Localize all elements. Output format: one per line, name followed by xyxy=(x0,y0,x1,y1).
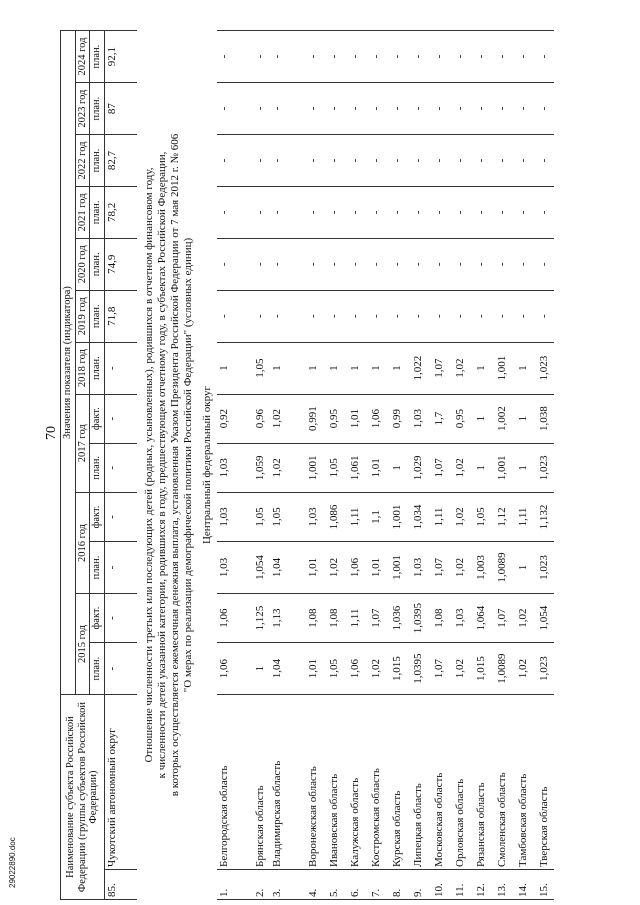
value-cell: 1,04 xyxy=(270,643,302,695)
value-cell: 1,064 xyxy=(470,593,491,642)
table-row xyxy=(270,31,302,900)
value-cell: 1,08 xyxy=(323,593,344,642)
year-header-2023: 2023 год xyxy=(75,83,90,135)
value-cell: 1,001 xyxy=(386,542,407,594)
value-cell: - xyxy=(512,135,533,187)
value-cell: - xyxy=(533,186,554,238)
value-cell: 1,05 xyxy=(249,342,270,394)
value-cell: - xyxy=(249,290,270,342)
value-cell: - xyxy=(491,186,512,238)
value-cell: - xyxy=(302,290,323,342)
table-row xyxy=(344,31,365,900)
value-cell: - xyxy=(104,593,137,642)
row-number: 9. xyxy=(407,869,428,899)
value-cell: 1,022 xyxy=(407,342,428,394)
subject-column-header: Наименование субъекта Российской Федерации (группы субъектов Российской Федерации) xyxy=(61,695,105,900)
value-cell: 1 xyxy=(344,342,365,394)
value-cell: 1,01 xyxy=(365,443,386,492)
value-cell: - xyxy=(407,135,428,187)
row-number: 8. xyxy=(386,869,407,899)
region-name: Тверская область xyxy=(533,695,554,870)
value-cell: 1,11 xyxy=(344,593,365,642)
value-cell: - xyxy=(386,186,407,238)
value-cell: - xyxy=(407,31,428,83)
value-cell: 1,03 xyxy=(407,542,428,594)
value-cell: - xyxy=(270,290,302,342)
value-cell: - xyxy=(323,135,344,187)
district-row xyxy=(197,31,217,900)
value-cell: - xyxy=(470,290,491,342)
table-row xyxy=(533,31,554,900)
value-cell: - xyxy=(302,186,323,238)
value-cell: - xyxy=(249,83,270,135)
value-cell: - xyxy=(323,186,344,238)
table-row xyxy=(217,31,249,900)
table-row xyxy=(249,31,270,900)
value-cell: - xyxy=(104,643,137,695)
value-cell: 1,029 xyxy=(407,443,428,492)
value-cell: 1,05 xyxy=(270,492,302,541)
value-cell: 87 xyxy=(104,83,137,135)
row-number: 7. xyxy=(365,869,386,899)
indicator-table xyxy=(60,30,554,900)
value-cell: - xyxy=(302,238,323,290)
row-number: 13. xyxy=(491,869,512,899)
value-cell: - xyxy=(512,290,533,342)
value-cell: - xyxy=(533,83,554,135)
value-cell: - xyxy=(249,186,270,238)
value-cell: 1,01 xyxy=(365,542,386,594)
year-header-2016: 2016 год xyxy=(75,492,90,593)
plan-header: план. xyxy=(90,135,105,187)
region-name: Курская область xyxy=(386,695,407,870)
value-cell: 1,07 xyxy=(428,443,449,492)
value-cell: 1,08 xyxy=(428,593,449,642)
value-cell: - xyxy=(104,443,137,492)
year-header-2024: 2024 год xyxy=(75,31,90,83)
value-cell: 1 xyxy=(512,443,533,492)
value-cell: - xyxy=(449,31,470,83)
value-cell: 1,11 xyxy=(512,492,533,541)
value-cell: - xyxy=(512,186,533,238)
row-number: 6. xyxy=(344,869,365,899)
row-number: 12. xyxy=(470,869,491,899)
value-cell: 1,7 xyxy=(428,394,449,443)
value-cell: 1,07 xyxy=(428,542,449,594)
value-cell: 1,0089 xyxy=(491,542,512,594)
plan-header: план. xyxy=(90,290,105,342)
value-cell: 1,015 xyxy=(470,643,491,695)
plan-header: план. xyxy=(90,238,105,290)
value-cell: 1,02 xyxy=(512,643,533,695)
plan-header: план. xyxy=(90,542,105,594)
page-number: 70 xyxy=(44,426,59,440)
value-cell: 1,05 xyxy=(323,443,344,492)
value-cell: 1,02 xyxy=(365,643,386,695)
value-cell: - xyxy=(344,83,365,135)
value-cell: 1,023 xyxy=(533,443,554,492)
rotated-table-page xyxy=(60,30,620,900)
row-number: 11. xyxy=(449,869,470,899)
fact-header: факт. xyxy=(90,593,105,642)
value-cell: 1,001 xyxy=(386,492,407,541)
value-cell: 1 xyxy=(470,342,491,394)
value-cell: - xyxy=(428,83,449,135)
value-cell: - xyxy=(323,238,344,290)
value-cell: - xyxy=(365,31,386,83)
note-line: Отношение численности третьих или последующих детей (родных, усыновленных), родившихся в отчетном финансовом году, xyxy=(142,167,155,763)
value-cell: - xyxy=(217,135,249,187)
value-cell: 1 xyxy=(512,542,533,594)
value-cell: 74,9 xyxy=(104,238,137,290)
value-cell: 1,13 xyxy=(270,593,302,642)
table-row xyxy=(104,31,137,900)
value-cell: - xyxy=(470,31,491,83)
value-cell: 1,02 xyxy=(449,643,470,695)
value-cell: - xyxy=(302,135,323,187)
value-cell: - xyxy=(407,238,428,290)
value-cell: 1 xyxy=(270,342,302,394)
table-row xyxy=(407,31,428,900)
value-cell: 71,8 xyxy=(104,290,137,342)
value-cell: - xyxy=(217,290,249,342)
value-cell: 1,001 xyxy=(491,342,512,394)
value-cell: 1,06 xyxy=(365,394,386,443)
value-cell: 1 xyxy=(386,342,407,394)
value-cell: 1,0089 xyxy=(491,643,512,695)
row-number: 1. xyxy=(217,869,249,899)
value-cell: - xyxy=(270,31,302,83)
value-cell: - xyxy=(533,238,554,290)
row-number: 3. xyxy=(270,869,302,899)
row-number: 2. xyxy=(249,869,270,899)
value-cell: - xyxy=(428,238,449,290)
value-cell: 1,11 xyxy=(428,492,449,541)
row-number: 15. xyxy=(533,869,554,899)
value-cell: - xyxy=(302,83,323,135)
value-cell: 1,059 xyxy=(249,443,270,492)
value-cell: - xyxy=(533,31,554,83)
region-name: Костромская область xyxy=(365,695,386,870)
value-cell: 1,03 xyxy=(217,492,249,541)
value-cell: 78,2 xyxy=(104,186,137,238)
table-row xyxy=(470,31,491,900)
year-header-2022: 2022 год xyxy=(75,135,90,187)
value-cell: 1,11 xyxy=(344,492,365,541)
table-row xyxy=(302,31,323,900)
indicator-values-header: Значения показателя (индикатора) xyxy=(61,31,76,695)
table-row xyxy=(449,31,470,900)
table-row xyxy=(365,31,386,900)
value-cell: 1,01 xyxy=(344,394,365,443)
value-cell: - xyxy=(407,290,428,342)
value-cell: - xyxy=(512,238,533,290)
row-number: 4. xyxy=(302,869,323,899)
plan-header: план. xyxy=(90,643,105,695)
note-row xyxy=(137,31,198,900)
value-cell: 1 xyxy=(365,342,386,394)
table-body xyxy=(104,31,554,900)
value-cell: - xyxy=(344,31,365,83)
value-cell: 1,023 xyxy=(533,342,554,394)
value-cell: 1,036 xyxy=(386,593,407,642)
value-cell: - xyxy=(104,542,137,594)
value-cell: 1,034 xyxy=(407,492,428,541)
value-cell: - xyxy=(449,186,470,238)
value-cell: - xyxy=(449,135,470,187)
value-cell: - xyxy=(386,290,407,342)
value-cell: 1,015 xyxy=(386,643,407,695)
region-name: Ивановская область xyxy=(323,695,344,870)
value-cell: 1,06 xyxy=(217,593,249,642)
value-cell: 1,08 xyxy=(302,593,323,642)
value-cell: 1,07 xyxy=(491,593,512,642)
value-cell: 1,086 xyxy=(323,492,344,541)
value-cell: 1,01 xyxy=(302,542,323,594)
value-cell: - xyxy=(491,135,512,187)
value-cell: 1,07 xyxy=(428,342,449,394)
value-cell: - xyxy=(386,238,407,290)
value-cell: 0,92 xyxy=(217,394,249,443)
table-row xyxy=(491,31,512,900)
value-cell: 0,95 xyxy=(323,394,344,443)
value-cell: 1,023 xyxy=(533,643,554,695)
value-cell: - xyxy=(533,135,554,187)
value-cell: 1,06 xyxy=(344,643,365,695)
value-cell: - xyxy=(323,83,344,135)
value-cell: - xyxy=(386,31,407,83)
indicator-note xyxy=(137,31,198,900)
value-cell: 1,02 xyxy=(449,542,470,594)
value-cell: - xyxy=(428,31,449,83)
year-header-2017: 2017 год xyxy=(75,394,90,492)
value-cell: 1,003 xyxy=(470,542,491,594)
value-cell: - xyxy=(407,186,428,238)
value-cell: - xyxy=(512,83,533,135)
document-code: 29022890.doc xyxy=(8,837,17,888)
fact-header: факт. xyxy=(90,394,105,443)
value-cell: - xyxy=(470,83,491,135)
plan-header: план. xyxy=(90,342,105,394)
value-cell: - xyxy=(270,135,302,187)
year-header-2018: 2018 год xyxy=(75,342,90,394)
value-cell: 1,125 xyxy=(249,593,270,642)
value-cell: - xyxy=(344,186,365,238)
value-cell: 1,07 xyxy=(365,593,386,642)
value-cell: - xyxy=(407,83,428,135)
value-cell: 82,7 xyxy=(104,135,137,187)
region-name: Калужская область xyxy=(344,695,365,870)
value-cell: 1,001 xyxy=(491,443,512,492)
value-cell: - xyxy=(386,135,407,187)
value-cell: 1 xyxy=(470,394,491,443)
row-number: 14. xyxy=(512,869,533,899)
note-line: в которых осуществляется ежемесячная денежная выплата, установленная Указом Президента Российской Федерации от 7 мая 2012 г. № 606 xyxy=(169,133,182,797)
table-row xyxy=(428,31,449,900)
value-cell: 1,02 xyxy=(270,443,302,492)
value-cell: - xyxy=(323,290,344,342)
value-cell: 1,04 xyxy=(270,542,302,594)
year-header-2015: 2015 год xyxy=(75,593,90,694)
value-cell: 1 xyxy=(512,394,533,443)
region-name: Смоленская область xyxy=(491,695,512,870)
value-cell: 1,02 xyxy=(323,542,344,594)
value-cell: - xyxy=(365,238,386,290)
value-cell: 1 xyxy=(323,342,344,394)
value-cell: - xyxy=(104,342,137,394)
value-cell: 1,03 xyxy=(407,394,428,443)
value-cell: 1,054 xyxy=(533,593,554,642)
federal-district-title: Центральный федеральный округ xyxy=(201,386,214,545)
plan-header: план. xyxy=(90,186,105,238)
value-cell: 1,07 xyxy=(428,643,449,695)
value-cell: 1,12 xyxy=(491,492,512,541)
value-cell: 1,001 xyxy=(302,443,323,492)
fact-header: факт. xyxy=(90,492,105,541)
region-name: Московская область xyxy=(428,695,449,870)
value-cell: - xyxy=(323,31,344,83)
value-cell: 0,99 xyxy=(386,394,407,443)
value-cell: - xyxy=(344,290,365,342)
value-cell: 1,1 xyxy=(365,492,386,541)
value-cell: - xyxy=(249,135,270,187)
value-cell: 1,0395 xyxy=(407,643,428,695)
region-name: Орловская область xyxy=(449,695,470,870)
region-name: Чукотский автономный округ xyxy=(104,695,137,870)
value-cell: 1,023 xyxy=(533,542,554,594)
region-name: Владимирская область xyxy=(270,695,302,870)
value-cell: - xyxy=(491,83,512,135)
value-cell: 1,02 xyxy=(449,492,470,541)
region-name: Брянская область xyxy=(249,695,270,870)
value-cell: - xyxy=(470,186,491,238)
value-cell: 1,02 xyxy=(449,443,470,492)
value-cell: - xyxy=(217,83,249,135)
row-number: 5. xyxy=(323,869,344,899)
value-cell: 1,002 xyxy=(491,394,512,443)
table-row xyxy=(386,31,407,900)
year-header-2021: 2021 год xyxy=(75,186,90,238)
value-cell: - xyxy=(270,83,302,135)
value-cell: - xyxy=(365,290,386,342)
region-name: Воронежская область xyxy=(302,695,323,870)
value-cell: 1,02 xyxy=(270,394,302,443)
value-cell: - xyxy=(533,290,554,342)
row-number: 10. xyxy=(428,869,449,899)
value-cell: - xyxy=(470,135,491,187)
value-cell: 1 xyxy=(512,342,533,394)
value-cell: - xyxy=(428,290,449,342)
value-cell: - xyxy=(365,135,386,187)
value-cell: - xyxy=(270,238,302,290)
value-cell: - xyxy=(449,238,470,290)
table-row xyxy=(512,31,533,900)
value-cell: 1,054 xyxy=(249,542,270,594)
region-name: Белгородская область xyxy=(217,695,249,870)
table-header xyxy=(61,31,105,900)
plan-header: план. xyxy=(90,83,105,135)
value-cell: - xyxy=(491,238,512,290)
value-cell: 1,05 xyxy=(470,492,491,541)
value-cell: 1,038 xyxy=(533,394,554,443)
value-cell: - xyxy=(470,238,491,290)
value-cell: 1,02 xyxy=(512,593,533,642)
value-cell: - xyxy=(270,186,302,238)
value-cell: - xyxy=(512,31,533,83)
value-cell: - xyxy=(491,290,512,342)
table-row xyxy=(323,31,344,900)
value-cell: - xyxy=(428,186,449,238)
value-cell: - xyxy=(104,394,137,443)
value-cell: 1,03 xyxy=(449,593,470,642)
value-cell: 1,03 xyxy=(217,542,249,594)
value-cell: - xyxy=(491,31,512,83)
value-cell: - xyxy=(104,492,137,541)
region-name: Тамбовская область xyxy=(512,695,533,870)
value-cell: 1,06 xyxy=(217,643,249,695)
year-header-2019: 2019 год xyxy=(75,290,90,342)
value-cell: 1,06 xyxy=(344,542,365,594)
value-cell: - xyxy=(249,31,270,83)
row-number: 85. xyxy=(104,869,137,899)
value-cell: - xyxy=(386,83,407,135)
value-cell: 1,132 xyxy=(533,492,554,541)
value-cell: 1,05 xyxy=(249,492,270,541)
value-cell: 0,991 xyxy=(302,394,323,443)
value-cell: - xyxy=(449,290,470,342)
value-cell: - xyxy=(217,31,249,83)
value-cell: - xyxy=(302,31,323,83)
year-header-2020: 2020 год xyxy=(75,238,90,290)
value-cell: - xyxy=(344,135,365,187)
value-cell: 1 xyxy=(386,443,407,492)
value-cell: 1 xyxy=(302,342,323,394)
value-cell: 1,05 xyxy=(323,643,344,695)
value-cell: 92,1 xyxy=(104,31,137,83)
value-cell: 0,95 xyxy=(449,394,470,443)
value-cell: - xyxy=(365,186,386,238)
value-cell: 1 xyxy=(249,643,270,695)
value-cell: 1,0395 xyxy=(407,593,428,642)
note-line: к численности детей указанной категории, родившихся в году, предшествующем отчетному году, в субъектах Российской Федерации, xyxy=(155,151,168,779)
region-name: Липецкая область xyxy=(407,695,428,870)
value-cell: 1,01 xyxy=(302,643,323,695)
region-name: Рязанская область xyxy=(470,695,491,870)
value-cell: 1,02 xyxy=(449,342,470,394)
value-cell: - xyxy=(249,238,270,290)
value-cell: 1 xyxy=(470,443,491,492)
value-cell: 1,03 xyxy=(302,492,323,541)
value-cell: - xyxy=(428,135,449,187)
value-cell: - xyxy=(365,83,386,135)
value-cell: - xyxy=(449,83,470,135)
value-cell: 0,96 xyxy=(249,394,270,443)
plan-header: план. xyxy=(90,443,105,492)
value-cell: 1,03 xyxy=(217,443,249,492)
value-cell: - xyxy=(217,186,249,238)
note-line: "О мерах по реализации демографической политики Российской Федерации" (условных единиц) xyxy=(182,237,195,693)
plan-header: план. xyxy=(90,31,105,83)
value-cell: - xyxy=(344,238,365,290)
value-cell: 1 xyxy=(217,342,249,394)
value-cell: 1,061 xyxy=(344,443,365,492)
value-cell: - xyxy=(217,238,249,290)
